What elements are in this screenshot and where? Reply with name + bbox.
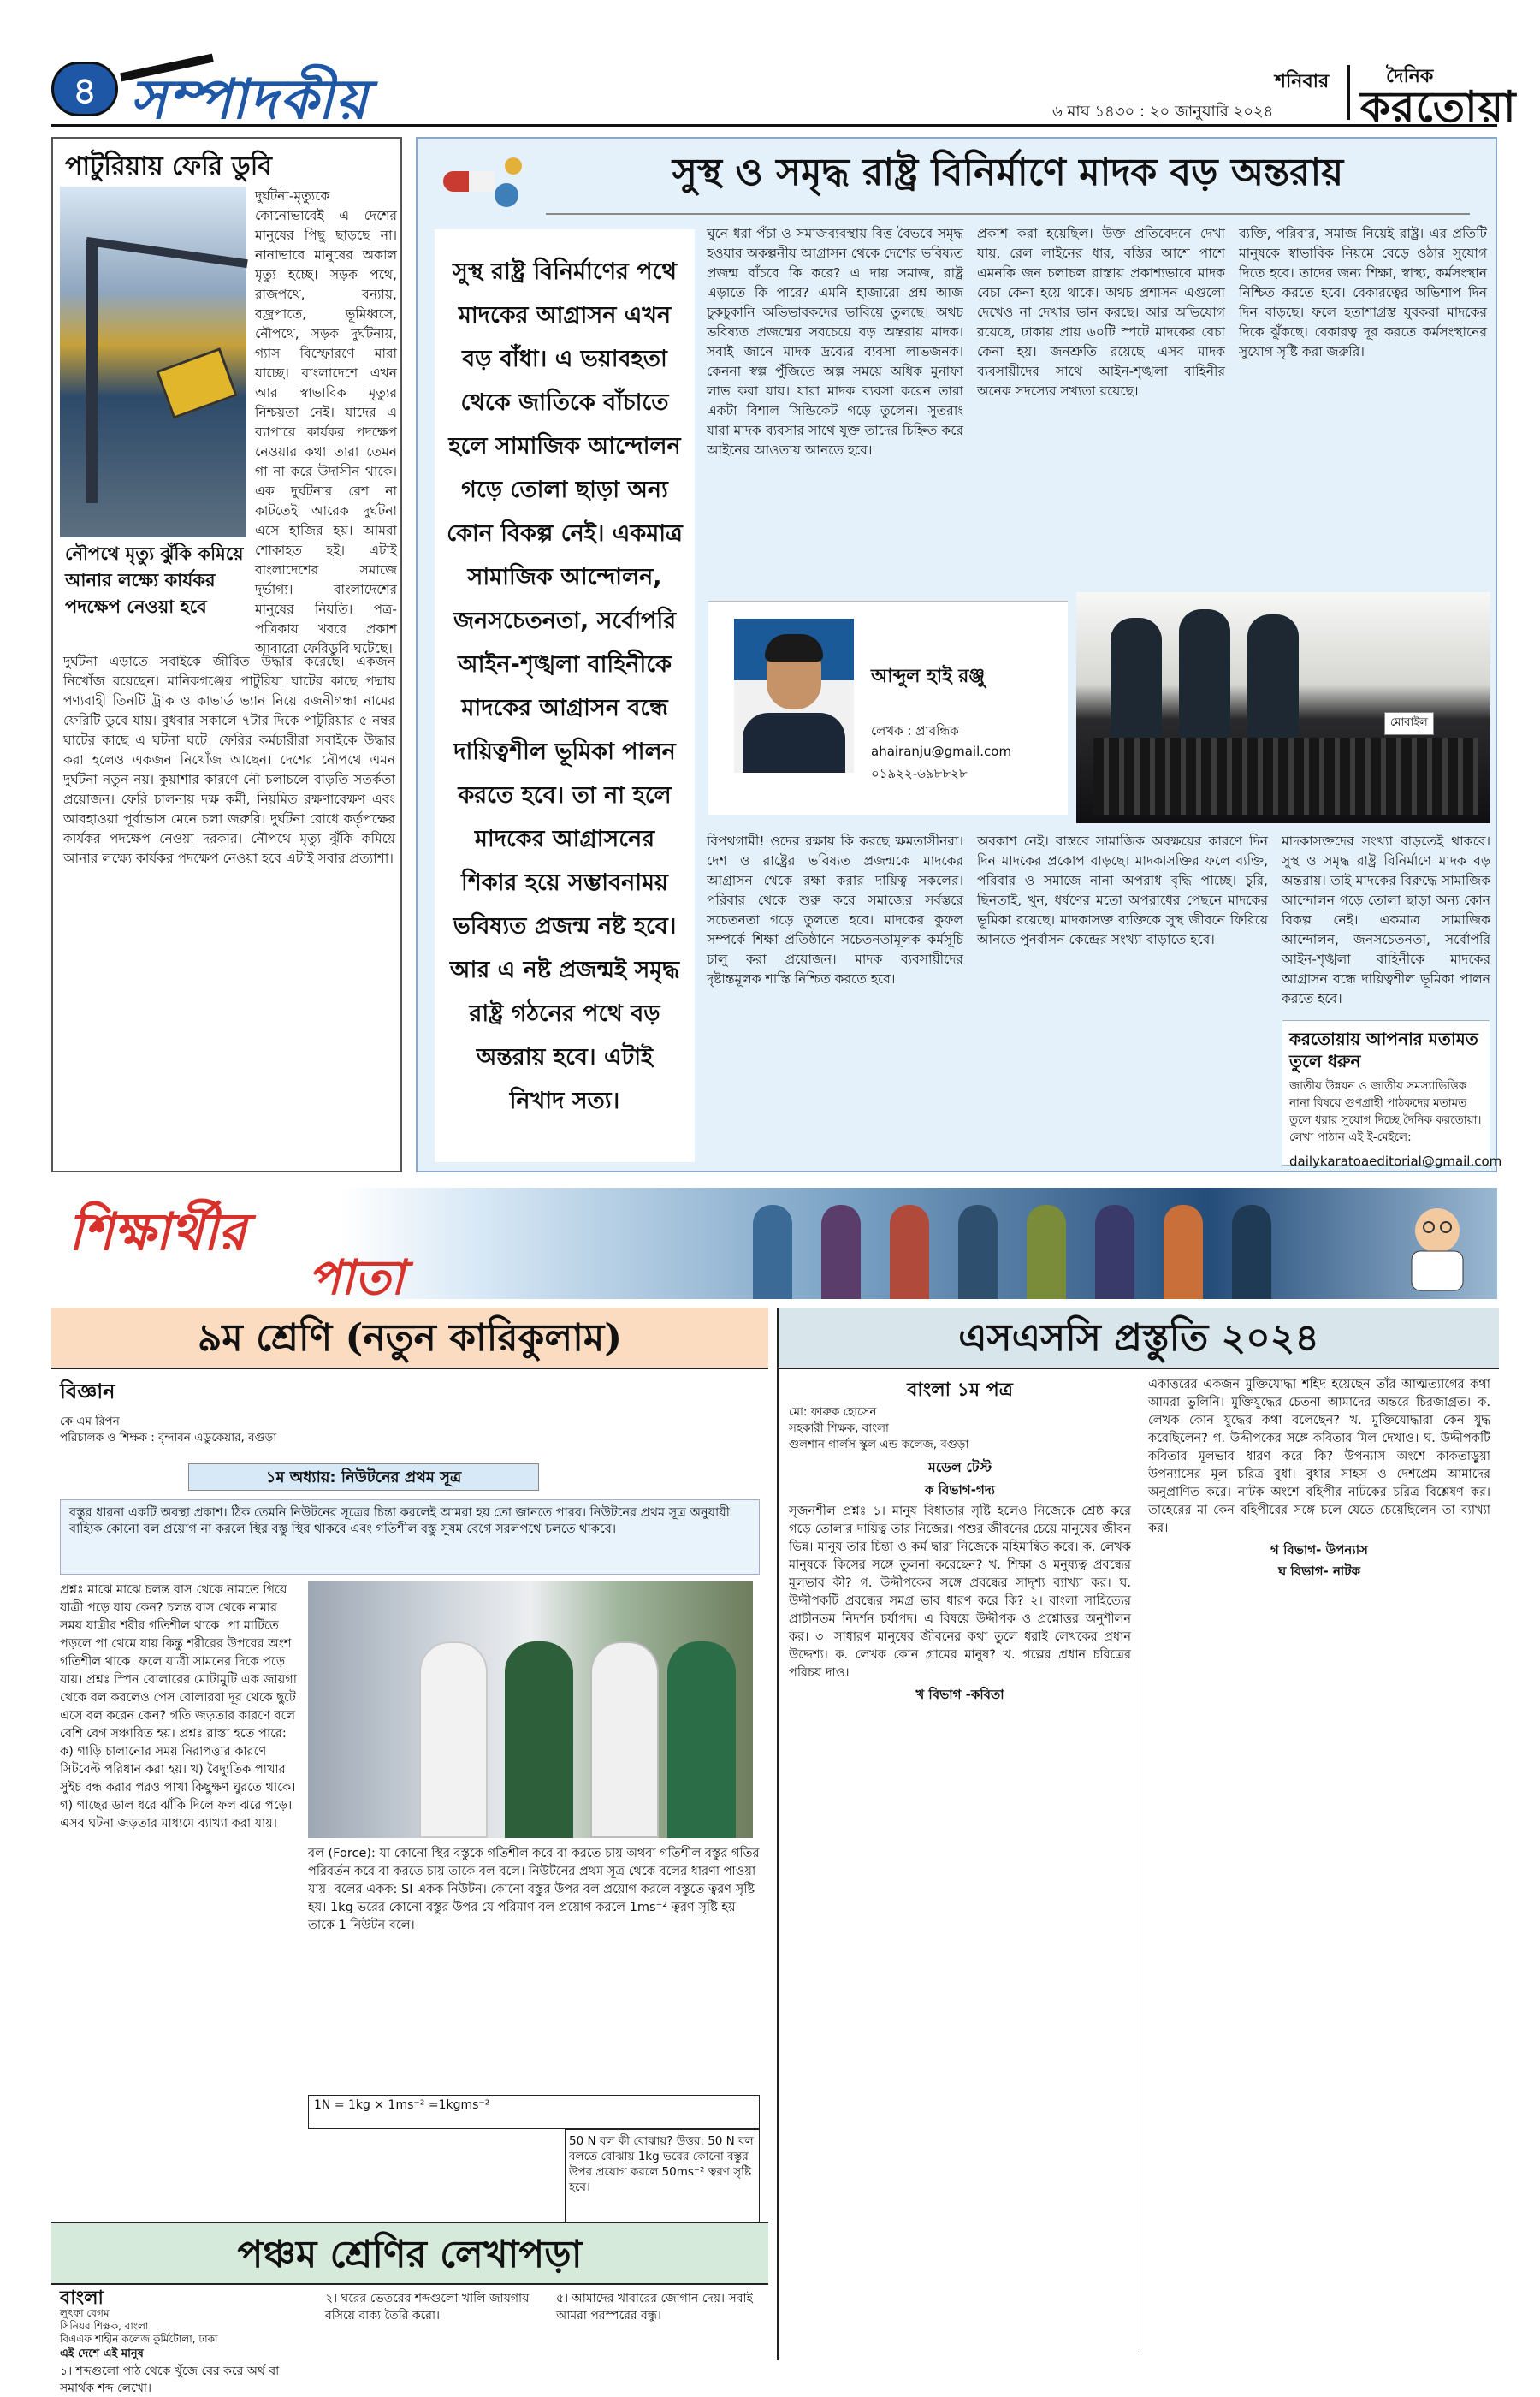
- ssc-column-1-text: সৃজনশীল প্রশ্নঃ ১। মানুষ বিধাতার সৃষ্টি হলেও নিজেকে শ্রেষ্ঠ করে গড়ে তোলার দায়িত্ব তার নিজের। পশুর জীবনের চেয়ে মানুষের জীবন ভিন্ন। মানুষ তার চিন্তা ও কর্ম দ্বারা নিজেকে মহিমান্বিত করে। ক. লেখক মানুষকে কিসের সঙ্গে তুলনা করেছেন? খ. শিক্ষা ও মনুষ্যত্ব প্রবন্ধের মূলভাব কী? গ. উদ্দীপকের সঙ্গে প্রবন্ধের সাদৃশ্য ব্যাখ্যা কর। ঘ. উদ্দীপকটি প্রবন্ধের সমগ্র ভাব ধারণ করে কি? ২। বাংলা সাহিত্যের প্রাচীনতম নিদর্শন চর্যাপদ। এ বিষয়ে উদ্দীপক ও প্রশ্নোত্তর অনুশীলন কর। ৩। সাধারণ মানুষের জীবনের কথা তুলে ধরাই লেখকের প্রধান উদ্দেশ্য। ক. লেখক কোন গ্রামের মানুষ? খ. গল্পের প্রধান চরিত্রের পরিচয় দাও।: [789, 1504, 1131, 1680]
- class9-author: কে এম রিপন পরিচালক ও শিক্ষক : বৃন্দাবন এডুকেয়ার, বগুড়া: [60, 1415, 277, 1445]
- officer-figure: [1247, 614, 1299, 743]
- ssc-section-ga: গ বিভাগ- উপন্যাস: [1270, 1542, 1368, 1557]
- ferry-photo: [60, 187, 246, 537]
- crane-arm-shape: [86, 237, 248, 268]
- class9-right-text: বল (Force): যা কোনো স্থির বস্তুকে গতিশীল করে বা করতে চায় অথবা গতিশীল বস্তুর গতির পরিবর্তন করে বা করতে চায় তাকে বল বলে। নিউটনের প্রথম সূত্র থেকে বলের ধারণা পাওয়া যায়। বলের একক: SI একক নিউটন। কোনো বস্তুর উপর বল প্রয়োগ করলে বস্তুতে ত্বরণ সৃষ্টি হয়। 1kg ভরের কোনো বস্তুর উপর যে পরিমাণ বল প্রয়োগ করলে 1ms⁻² ত্বরণ সৃষ্টি হয় তাকে 1 নিউটন বলে।: [308, 1847, 760, 1932]
- class5-column-3: ৫। আমাদের খাবারের জোগান দেয়। সবাই আমরা পরস্পরের বন্ধু।: [556, 2292, 753, 2323]
- ferry-headline: পাটুরিয়ায় ফেরি ডুবি: [65, 151, 272, 181]
- ssc-section-ka: ক বিভাগ-গদ্য: [925, 1482, 995, 1498]
- ferry-side-text: দুর্ঘটনা-মৃত্যুকে কোনোভাবেই এ দেশের মানুষের পিছু ছাড়ছে না। নানাভাবে মানুষের অকাল মৃত্যু হচ্ছে। সড়ক পথে, রাজপথে, বন্যায়, বজ্রপাতে, ভূমিধ্বসে, নৌপথে, সড়ক দুর্ঘটনায়, গ্যাস বিস্ফোরণে মারা যাচ্ছে। বাংলাদেশে এখন আর স্বাভাবিক মৃত্যুর নিশ্চয়তা নেই। যাদের এ ব্যাপারে কার্যকর পদক্ষেপ নেওয়ার কথা তারা তেমন গা না করে উদাসীন থাকে। এক দুর্ঘটনার রেশ না কাটতেই আরেক দুর্ঘটনা এসে হাজির হয়। আমরা শোকাহত হই। এটাই বাংলাদেশের সমাজে দুর্ভাগ্য। বাংলাদেশের মানুষের নিয়তি। পত্র-পত্রিকায় খবরে প্রকাশ আবারো ফেরিডুবি ঘটেছে।: [255, 188, 397, 656]
- editorial-column-3: ব্যক্তি, পরিবার, সমাজ নিয়েই রাষ্ট্র। এর প্রতিটি মানুষকে স্বাভাবিক নিয়মে বেড়ে ওঠার সুযোগ দিতে হবে। তাদের জন্য শিক্ষা, স্বাস্থ্য, কর্মসংস্থান নিশ্চিত করতে হবে। বেকারত্বের অভিশাপ দিন দিন বাড়ছে। ফলে হতাশাগ্রস্ত যুবকরা মাদকের দিকে ঝুঁকছে। বেকারত্ব দূর করতে কর্মসংস্থানের সুযোগ সৃষ্টি করা জরুরি।: [1239, 226, 1487, 359]
- force-question: 50 N বল কী বোঝায়? উত্তর: 50 N বল বলতে বোঝায় 1kg ভরের কোনো বস্তুর উপর প্রয়োগ করলে 50ms⁻² ত্বরণ সৃষ্টি হবে।: [565, 2129, 760, 2232]
- ssc-section: [777, 1308, 1497, 2360]
- force-formula: 1N = 1kg × 1ms⁻² =1kgms⁻²: [308, 2095, 760, 2129]
- editorial-column-4: বিপথগামী! ওদের রক্ষায় কি করছে ক্ষমতাসীনরা। দেশ ও রাষ্ট্রের ভবিষ্যত প্রজন্মকে মাদকের আগ্রাসন থেকে রক্ষা করার দায়িত্ব সকলের। পরিবার থেকে শুরু করে সমাজের সর্বস্তরে সচেতনতা গড়ে তুলতে হবে। মাদকের কুফল সম্পর্কে শিক্ষা প্রতিষ্ঠানে সচেতনতামূলক কর্মসূচি চালু করা প্রয়োজন। মাদক ব্যবসায়ীদের দৃষ্টান্তমূলক শাস্তি নিশ্চিত করতে হবে।: [707, 834, 963, 987]
- student-figure: [1095, 1205, 1134, 1299]
- photo-label: মোবাইল: [1384, 712, 1434, 735]
- editorial-column-6: মাদকাসক্তদের সংখ্যা বাড়তেই থাকবে। সুস্থ ও সমৃদ্ধ রাষ্ট্র বিনির্মাণে মাদক বড় অন্তরায়। তাই মাদকের বিরুদ্ধে সামাজিক আন্দোলন গড়ে তোলা ছাড়া অন্য কোন বিকল্প নেই। একমাত্র সামাজিক আন্দোলন, জনসচেতনতা, সর্বোপরি আইন-শৃঙ্খলা বাহিনীকে মাদকের আগ্রাসন বন্ধে দায়িত্বশীল ভূমিকা পালন করতে হবে।: [1282, 834, 1490, 1006]
- ferry-story: [51, 137, 402, 1172]
- student-figure: [1027, 1205, 1066, 1299]
- ssc-section-kha: খ বিভাগ -কবিতা: [915, 1687, 1004, 1702]
- subscribe-box: [1282, 1020, 1502, 1169]
- class9-subject: বিজ্ঞান: [60, 1379, 116, 1403]
- author-box: [708, 601, 1068, 815]
- class5-author: লুৎফা বেগম সিনিয়র শিক্ষক, বাংলা বিএএফ শাহীন কলেজ কুর্মিটোলা, ঢাকা: [60, 2307, 218, 2345]
- class5-column-1-text: ১। শব্দগুলো পাঠ থেকে খুঁজে বের করে অর্থ বা সমার্থক শব্দ লেখো।: [60, 2364, 280, 2395]
- section-title: সম্পাদকীয়: [130, 68, 370, 132]
- student-figure: [890, 1205, 929, 1299]
- student-figure: [590, 1641, 659, 1838]
- class5-column-1: [60, 2287, 317, 2395]
- ssc-author: মো: ফারুক হোসেন সহকারী শিক্ষক, বাংলা গুলশান গার্লস স্কুল এন্ড কলেজ, বগুড়া: [789, 1405, 969, 1451]
- lab-photo: [308, 1581, 753, 1838]
- suit-shape: [743, 713, 845, 773]
- officer-figure: [1179, 609, 1230, 738]
- author-role: লেখক : প্রাবন্ধিক: [871, 723, 959, 739]
- officer-figure: [1111, 618, 1162, 746]
- class5-subject: বাংলা: [60, 2287, 104, 2309]
- class9-left-text: প্রশ্নঃ মাঝে মাঝে চলন্ত বাস থেকে নামতে গিয়ে যাত্রী পড়ে যায় কেন? চলন্ত বাস থেকে নামার সময় যাত্রীর শরীর গতিশীল থাকে। পা মাটিতে পড়লে পা থেমে যায় কিন্তু শরীরের উপরের অংশ গতিশীল থাকে। ফলে যাত্রী সামনের দিকে পড়ে যায়। প্রশ্নঃ স্পিন বোলারের মোটামুটি এক জায়গা থেকে বল করলেও পেস বোলাররা দূর থেকে ছুটে এসে বল করেন কেন? গতি জড়তার কারণে বলে বেশি বেগ সঞ্চারিত হয়। প্রশ্নঃ রাস্তা হতে পারে: ক) গাড়ি চালানোর সময় নিরাপত্তার কারণে সিটবেল্ট পরিধান করা হয়। খ) বৈদ্যুতিক পাখার সুইচ বন্ধ করার পরও পাখা কিছুক্ষণ ঘুরতে থাকে। গ) গাছের ডাল ধরে ঝাঁকি দিলে ফল ঝরে পড়ে। এসব ঘটনা জড়তার মাধ্যমে ব্যাখ্যা করা যায়।: [60, 1583, 297, 1830]
- brand-logo: করতোয়া: [1360, 81, 1517, 132]
- drug-pills-icon: [436, 145, 530, 217]
- class9-intro: বস্তুর ধারনা একটি অবস্থা প্রকাশ। ঠিক তেমনি নিউটনের সূত্রের চিন্তা করলেই আমরা হয় তো জানতে পারব। নিউটনের প্রথম সূত্র অনুযায়ী বাহ্যিক কোনো বল প্রয়োগ না করলে স্থির বস্তু স্থির থাকবে এবং গতিশীল বস্তু সুষম বেগে সরলপথে চলতে থাকবে।: [60, 1499, 760, 1575]
- student-figure: [419, 1641, 488, 1838]
- brand-divider: [1347, 65, 1350, 120]
- truck-shape: [156, 347, 238, 419]
- author-phone: ০১৯২২-৬৯৮৮২৮: [871, 766, 968, 781]
- day-name: শনিবার: [1275, 71, 1330, 92]
- banner-title-line1: শিক্ষার্থীর: [68, 1202, 246, 1262]
- student-figure: [1232, 1205, 1271, 1299]
- class9-heading: ৯ম শ্রেণি (নতুন কারিকুলাম): [51, 1308, 768, 1369]
- editorial-column-1: ঘুনে ধরা পঁচা ও সমাজব্যবস্থায় বিত্ত বৈভবে সমৃদ্ধ হওয়ার অকল্পনীয় আগ্রাসন থেকে দেশের ভবিষ্যত প্রজন্ম বাঁচবে কি করে? এ দায় সমাজ, রাষ্ট্র এড়াতে কি পারে? এমনি হাজারো প্রশ্ন আজ চুকচুকানি অভিভাবকদের ভাবিয়ে তুলছে। অথচ ভবিষ্যত প্রজন্মের সবচেয়ে বড় অন্তরায় মাদক। সবাই জানে মাদক দ্রব্যের ব্যবসা লাভজনক। কেননা স্বল্প পুঁজিতে অল্প সময়ে অধিক মুনাফা লাভ করা যায়। যারা মাদক ব্যবসা করেন তারা একটা বিশাল সিন্ডিকেট গড়ে তুলেন। সুতরাং যারা মাদক ব্যবসার সাথে যুক্ত তাদের চিহ্নিত করে আইনের আওতায় আনতে হবে।: [707, 226, 963, 458]
- editorial-column-5: অবকাশ নেই। বাস্তবে সামাজিক অবক্ষয়ের কারণে দিন দিন মাদকের প্রকোপ বাড়ছে। মাদকাসক্তির ফলে ব্যক্তি, পরিবার ও সমাজে নানা অপরাধ বৃদ্ধি পাচ্ছে। চুরি, ছিনতাই, খুন, ধর্ষণের মতো অপরাধের পেছনে মাদকের ভূমিকা রয়েছে। মাদকাসক্ত ব্যক্তিকে সুস্থ জীবনে ফিরিয়ে আনতে পুনর্বাসন কেন্দ্রের সংখ্যা বাড়াতে হবে।: [977, 834, 1268, 947]
- author-name: আব্দুল হাই রঞ্জু: [871, 666, 986, 687]
- student-figure: [821, 1205, 861, 1299]
- ssc-column-2: [1148, 1376, 1490, 2352]
- class5-section: [51, 2222, 768, 2395]
- student-page-banner: [51, 1188, 1497, 1306]
- scientist-icon: [1386, 1196, 1489, 1290]
- class9-section: [51, 1308, 768, 2216]
- date-line: ৬ মাঘ ১৪৩০ : ২০ জানুয়ারি ২০২৪: [1052, 103, 1274, 121]
- student-figure: [505, 1641, 573, 1838]
- author-email: ahairanju@gmail.com: [871, 744, 1012, 759]
- seized-bottles: [1093, 738, 1478, 815]
- hair-shape: [765, 634, 823, 662]
- class5-heading: পঞ্চম শ্রেণির লেখাপড়া: [51, 2222, 768, 2285]
- subscribe-text: জাতীয় উন্নয়ন ও জাতীয় সমস্যাভিত্তিক নানা বিষয়ে গুণগ্রাহী পাঠকদের মতামত তুলে ধরার সুযোগ দিচ্ছে দৈনিক করতোয়া। লেখা পাঠান এই ই-মেইলে:: [1289, 1079, 1482, 1144]
- student-figure: [1164, 1205, 1203, 1299]
- class5-column-2: ২। ঘরের ভেতরের শব্দগুলো খালি জায়গায় বসিয়ে বাক্য তৈরি করো।: [325, 2292, 530, 2323]
- masthead: [51, 58, 1517, 132]
- ferry-callout: নৌপথে মৃত্যু ঝুঁকি কমিয়ে আনার লক্ষ্যে কার্যকর পদক্ষেপ নেওয়া হবে: [65, 543, 244, 617]
- student-figure: [753, 1205, 792, 1299]
- student-figure: [958, 1205, 998, 1299]
- ssc-column-2-text: একাত্তরের একজন মুক্তিযোদ্ধা শহিদ হয়েছেন তাঁর আত্মত্যাগের কথা আমরা ভুলিনি। মুক্তিযুদ্ধের চেতনা আমাদের অন্তরে চিরজাগ্রত। ক. লেখক কোন যুদ্ধের কথা বলেছেন? খ. মুক্তিযোদ্ধারা কেন যুদ্ধ করেছিলেন? গ. উদ্দীপকের সঙ্গে কবিতার মিল দেখাও। ঘ. উদ্দীপকটি কবিতার মূলভাব ধারণ করে কি? উপন্যাস অংশে কাকতাড়ুয়া উপন্যাসের মূল চরিত্র বুধা। বুধার সাহস ও দেশপ্রেম আমাদের অনুপ্রাণিত করে। নাটক অংশে বহিপীর নাটকের চরিত্র বিশ্লেষণ কর। তাহেরের মা কেন বহিপীরের সঙ্গে চলে যেতে চেয়েছিলেন তা ব্যাখ্যা কর।: [1148, 1378, 1490, 1535]
- ssc-column-1: [789, 1376, 1131, 2352]
- crane-shape: [86, 246, 98, 503]
- drug-seizure-photo: [1076, 592, 1490, 823]
- ssc-model-test: মডেল টেস্ট: [927, 1459, 992, 1475]
- student-figure: [667, 1641, 736, 1838]
- editorial-headline: সুস্থ ও সমৃদ্ধ রাষ্ট্র বিনির্মাণে মাদক বড় অন্তরায়: [546, 144, 1470, 215]
- subscribe-title: করতোয়ায় আপনার মতামত তুলে ধরুন: [1289, 1029, 1478, 1071]
- ssc-section-gha: ঘ বিভাগ- নাটক: [1278, 1563, 1360, 1579]
- editorial-column-2: প্রকাশ করা হয়েছিল। উক্ত প্রতিবেদনে দেখা যায়, রেল লাইনের ধার, বস্তির আশে পাশে এমনকি জন চলাচল রাস্তায় প্রকাশ্যভাবে মাদক বেচা কেনা হয়ে থাকে। অথচ প্রশাসন এগুলো দেখেও না দেখার ভান করছে। আর অভিযোগ রয়েছে, ঢাকায় প্রায় ৬০টি স্পটে মাদকের বেচা কেনা হয়। জনশ্রুতি রয়েছে এসব মাদক ব্যবসায়ীদের সাথে আইন-শৃঙ্খলা বাহিনীর অনেক সদস্যের সখ্যতা রয়েছে।: [977, 226, 1225, 399]
- ferry-body-text: দুর্ঘটনা এড়াতে সবাইকে জীবিত উদ্ধার করেছে। একজন নিখোঁজ রয়েছেন। মানিকগঞ্জের পাটুরিয়া ঘাটের কাছে পদ্মায় পণ্যবাহী তিনটি ট্রাক ও কাভার্ড ভ্যান নিয়ে রজনীগন্ধা নামের ফেরিটি ডুবে যায়। বুধবার সকালে ৭টার দিকে পাটুরিয়ার ৫ নম্বর ঘাটের কাছে এ ঘটনা ঘটে। ফেরির কর্মচারীরা সবাইকে উদ্ধার করা হলেও একজন নিখোঁজ আছেন। দেশের নৌপথে এমন দুর্ঘটনা নতুন নয়। কুয়াশার কারণে নৌ চলাচলে বাড়তি সতর্কতা প্রয়োজন। ফেরি চালনায় দক্ষ কর্মী, নিয়মিত রক্ষণাবেক্ষণ এবং আবহাওয়া পূর্বাভাস মেনে চলা জরুরি। দুর্ঘটনা রোধে কর্তৃপক্ষের কার্যকর পদক্ষেপ নেওয়া দরকার। নৌপথে মৃত্যু ঝুঁকি কমিয়ে আনার লক্ষ্যে কার্যকর পদক্ষেপ নেওয়া হবে এটাই সবার প্রত্যাশা।: [63, 654, 395, 866]
- class9-chapter: ১ম অধ্যায়: নিউটনের প্রথম সূত্র: [188, 1463, 539, 1491]
- ssc-heading: এসএসসি প্রস্তুতি ২০২৪: [779, 1308, 1499, 1369]
- class5-lesson: এই দেশে এই মানুষ: [60, 2347, 144, 2360]
- page-number: ৪: [51, 62, 118, 116]
- editorial-pullquote: সুস্থ রাষ্ট্র বিনির্মাণের পথে মাদকের আগ্রাসন এখন বড় বাঁধা। এ ভয়াবহতা থেকে জাতিকে বাঁচাতে হলে সামাজিক আন্দোলন গড়ে তোলা ছাড়া অন্য কোন বিকল্প নেই। একমাত্র সামাজিক আন্দোলন, জনসচেতনতা, সর্বোপরি আইন-শৃঙ্খলা বাহিনীকে মাদকের আগ্রাসন বন্ধে দায়িত্বশীল ভূমিকা পালন করতে হবে। তা না হলে মাদকের আগ্রাসনের শিকার হয়ে সম্ভাবনাময় ভবিষ্যত প্রজন্ম নষ্ট হবে। আর এ নষ্ট প্রজন্মই সমৃদ্ধ রাষ্ট্র গঠনের পথে বড় অন্তরায় হবে। এটাই নিখাদ সত্য।: [435, 229, 695, 1162]
- editorial-article: [416, 137, 1502, 1172]
- ssc-subject: বাংলা ১ম পত্র: [907, 1379, 1013, 1401]
- banner-title-line2: পাতা: [308, 1249, 405, 1306]
- author-photo: [734, 619, 854, 773]
- brand-prefix: দৈনিক: [1386, 66, 1434, 87]
- subscribe-email[interactable]: dailykaratoaeditorial@gmail.com: [1289, 1154, 1502, 1169]
